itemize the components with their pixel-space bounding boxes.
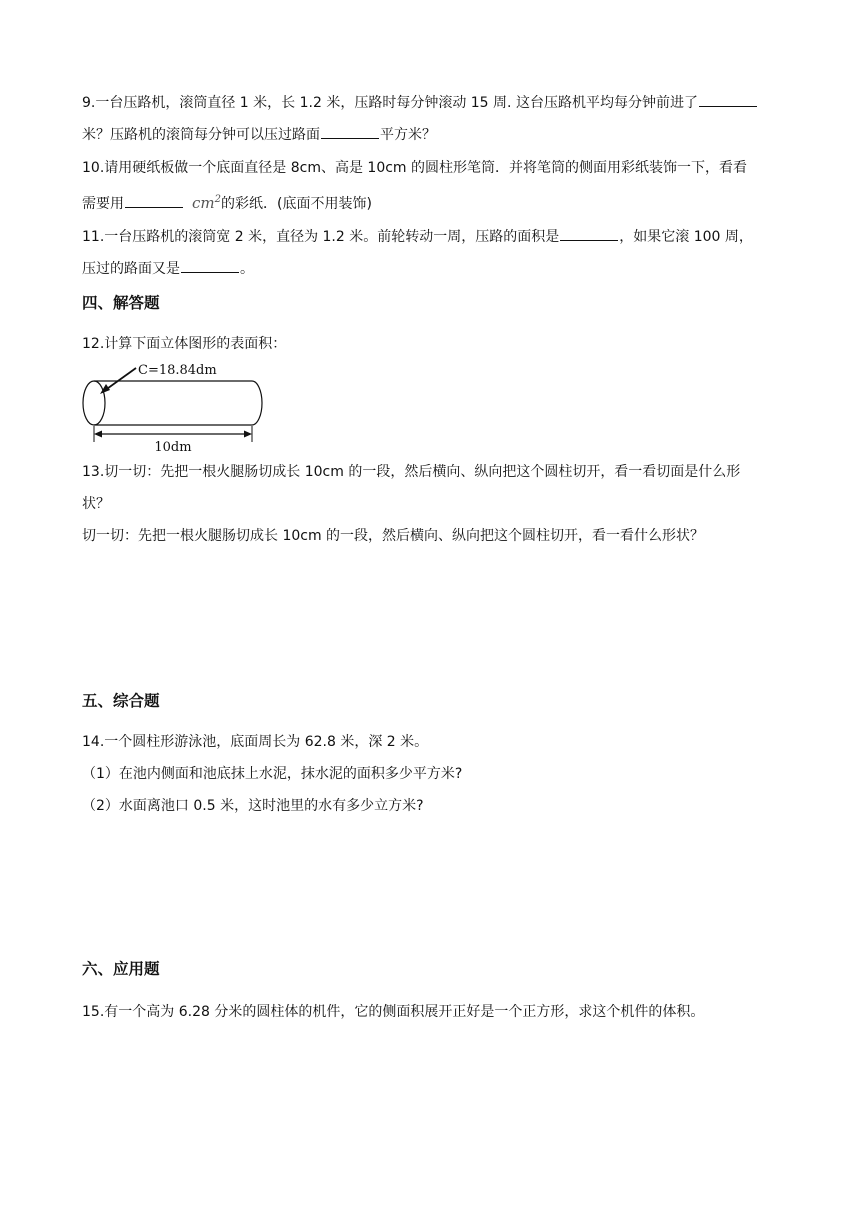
q13-line-2: 状？ — [82, 496, 110, 512]
section-heading-5: 五、综合题 — [82, 692, 160, 710]
q9-text-2b: 平方米？ — [380, 127, 436, 143]
q10-blank[interactable] — [125, 193, 183, 208]
q9-blank-2[interactable] — [321, 124, 379, 139]
dim-arrow-right — [244, 431, 252, 438]
q14-sub-1: （1）在池内侧面和池底抹上水泥，抹水泥的面积多少平方米? — [82, 766, 463, 782]
q10-line-2 — [82, 190, 372, 214]
q10-text-2a: 需要用 — [82, 196, 124, 212]
q11-text-2a: 压过的路面又是 — [82, 261, 180, 277]
circumference-arrow — [104, 368, 136, 391]
q11-text-2b: 。 — [240, 261, 254, 277]
q14-text: 14.一个圆柱形游泳池，底面周长为 62.8 米，深 2 米。 — [82, 734, 429, 750]
q13-line-3: 切一切：先把一根火腿肠切成长 10cm 的一段，然后横向、纵向把这个圆柱切开，看一看什么形状？ — [82, 528, 705, 544]
length-label: 10dm — [154, 440, 192, 454]
q11-blank-2[interactable] — [181, 258, 239, 273]
q9-blank-1[interactable] — [699, 92, 757, 107]
q11-line-1 — [82, 226, 753, 247]
q11-text-1a: 11.一台压路机的滚筒宽 2 米，直径为 1.2 米。前轮转动一周，压路的面积是 — [82, 229, 560, 245]
q15-text: 15.有一个高为 6.28 分米的圆柱体的机件，它的侧面积展开正好是一个正方形，求这个机件的体积。 — [82, 1004, 705, 1020]
q9-text-2a: 米？压路机的滚筒每分钟可以压过路面 — [82, 127, 320, 143]
q10-text-2b: 的彩纸．(底面不用装饰) — [221, 196, 372, 212]
section-heading-6: 六、应用题 — [82, 960, 160, 978]
cm-squared-unit — [192, 194, 221, 212]
unit-cm: cm — [192, 194, 215, 212]
circumference-arrowhead — [100, 384, 110, 394]
q9-text-1: 9.一台压路机，滚筒直径 1 米，长 1.2 米，压路时每分钟滚动 15 周. 这台压路机平均每分钟前进了 — [82, 95, 698, 111]
unit-exponent: 2 — [214, 194, 221, 205]
q10-line-1: 10.请用硬纸板做一个底面直径是 8cm、高是 10cm 的圆柱形笔筒．并将笔筒的侧面用彩纸装饰一下，看看 — [82, 160, 748, 176]
q14-sub-2: （2）水面离池口 0.5 米，这时池里的水有多少立方米? — [82, 798, 424, 814]
q9-line-1 — [82, 92, 758, 113]
q12-text: 12.计算下面立体图形的表面积： — [82, 336, 287, 352]
dim-arrow-left — [94, 431, 102, 438]
q11-text-1b: ，如果它滚 100 周， — [619, 229, 753, 245]
q13-line-1: 13.切一切：先把一根火腿肠切成长 10cm 的一段，然后横向、纵向把这个圆柱切开，看一看切面是什么形 — [82, 464, 741, 480]
section-heading-4: 四、解答题 — [82, 294, 160, 312]
q11-line-2 — [82, 258, 254, 279]
cylinder-figure — [80, 358, 270, 454]
q11-blank-1[interactable] — [560, 226, 618, 241]
cylinder-left-face — [83, 381, 105, 425]
q9-line-2 — [82, 124, 436, 145]
circumference-label: C=18.84dm — [138, 363, 217, 378]
cylinder-right-face — [252, 381, 262, 425]
